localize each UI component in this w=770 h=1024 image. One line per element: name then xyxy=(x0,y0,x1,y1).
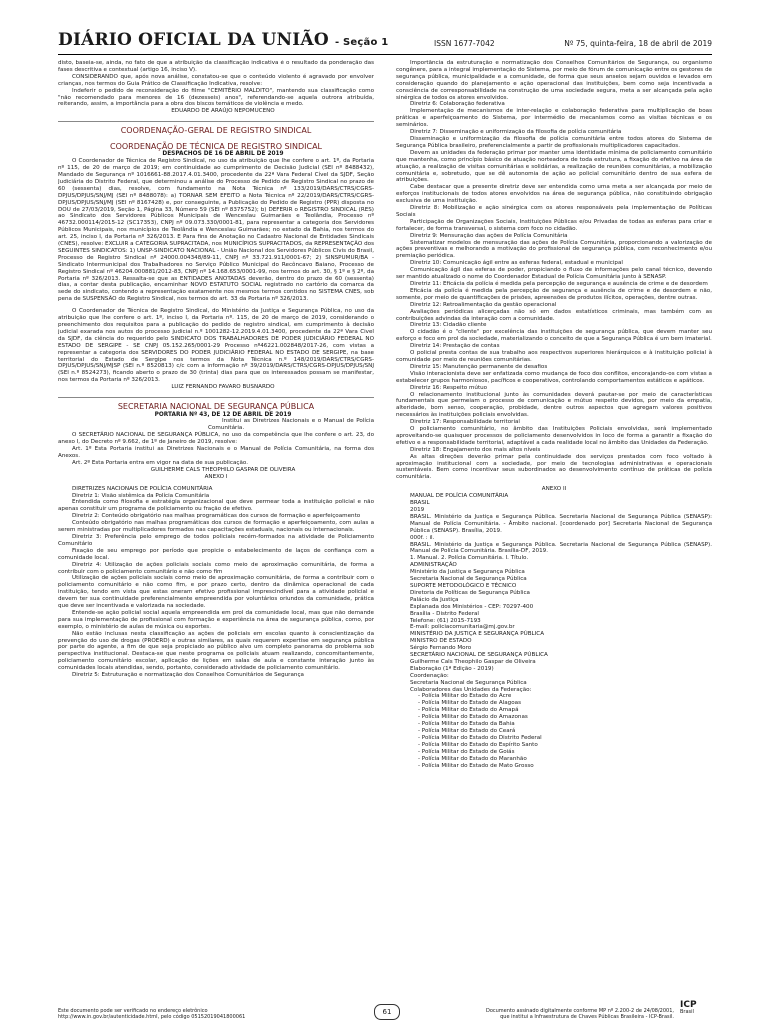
list-item: MINISTÉRIO DA JUSTIÇA E SEGURANÇA PÚBLICA xyxy=(410,631,545,638)
page-header xyxy=(58,28,712,55)
list-item: Sérgio Fernando Moro xyxy=(410,645,472,652)
signature-note xyxy=(414,1008,674,1020)
paragraph: O policiamento comunitário, no âmbito das Instituições Policiais envolvidas, será implementado aproveitando-se quaisquer processos de policiamento desenvolvidos in loco de forma a garantir a fixação do efetivo e a responsabilidade territorial, adaptável a cada realidade local no âmbito das Unidades da Federação. xyxy=(396,426,712,446)
right-column xyxy=(396,60,712,1004)
paragraph: Diretriz 5: Estruturação e normatização dos Conselhos Comunitários de Segurança xyxy=(72,672,304,679)
list-item: MANUAL DE POLÍCIA COMUNITÁRIA xyxy=(410,493,509,500)
paragraph: DIRETRIZES NACIONAIS DE POLÍCIA COMUNITÁRIA xyxy=(72,485,213,492)
annex-title: ANEXO I xyxy=(204,473,228,480)
left-column xyxy=(58,60,374,1004)
paragraph: Diretriz 16: Respeito mútuo xyxy=(410,384,488,391)
paragraph: As altas direções deverão primar pela continuidade dos serviços prestados com foco voltado à aproximação institucional com a sociedade, por meio de tecnologias administrativas e operacionais sustentáveis. Bem como incentivar seus subordinados ao desenvolvimento contínuo de práticas de polícia comunitária. xyxy=(396,453,712,481)
list-item: BRASIL. Ministério da Justiça e Segurança Pública. Secretaria Nacional de Segurança Pública (SENASP): Manual de Polícia Comunitária. - Âmbito nacional. [coordenado por] Secretaria Nacional de Segurança Pública (SENASP). Brasília, 2019. xyxy=(410,513,712,534)
list-item: - Polícia Militar do Estado do Maranhão xyxy=(418,755,527,762)
org-heading: COORDENAÇÃO DE TÉCNICA DE REGISTRO SINDICAL xyxy=(109,141,322,151)
paragraph: Fixação de seu emprego por período que propicie o estabelecimento de laços de confiança com a comunidade local. xyxy=(58,547,374,561)
signature: LUIZ FERNANDO FAVARO BUSNARDO xyxy=(171,384,275,391)
annex-title: ANEXO II xyxy=(541,486,567,493)
icp-logo-subtext: Brasil xyxy=(680,1009,694,1015)
list-item: Diretoria de Políticas de Segurança Pública xyxy=(410,589,530,596)
paragraph: Diretriz 14: Prestação de contas xyxy=(410,343,500,350)
paragraph: O Coordenador de Técnica de Registro Sindical, do Ministério da Justiça e Segurança Pública, no uso da atribuição que lhe confere o art. 1º, inciso I, da Portaria nº. 115, de 20 de março de 2019, considerando o preenchimento dos requisitos para a publicação do pedido de registro sindical, em cumprimento à decisão judicial exarada nos autos do processo judicial n.º 1001282-12.2019.4.01.3400, procedente da 22ª Vara Civel da SJDF, da ciência do requerido pelo SINDICATO DOS TRABALHADORES DE PODER JUDICIÁRIO FEDERAL NO ESTADO DE SERGIPE - SE CNPJ 05.152.265/0001-29 Processo nº46221.002848/2017-26, com vistas a representar a categoria dos SERVIDORES DO PODER JUDICIÁRIO FEDERAL NO ESTADO DE SERGIPE, na base territorial do Estado de Sergipe nos termos da Nota Técnica n.º 148/2019/DARS/CTRS/CGRS-DPJUS/DPJUS/SNJ/MJSP (SEI n.º 8520813) c/c com a informação nº 39/2019/DARS/CTRS/CGRS-DPJUS/DPJUS/SNJ (SEI n.º 8524273), ficando aberto o prazo de 30 (trinta) dias para que os interessados possam se manifestar, nos termos da Portaria nº 326/2013. xyxy=(58,308,374,384)
paragraph: Diretriz 10: Comunicação ágil entre as esferas federal, estadual e municipal xyxy=(410,260,623,267)
masthead xyxy=(58,30,388,50)
list-item: - Polícia Militar do Estado do Ceará xyxy=(418,728,516,734)
list-item: - Polícia Militar do Estado da Bahia xyxy=(418,721,515,728)
paragraph: Art. 2º Esta Portaria entra em vigor na data de sua publicação. xyxy=(72,459,248,466)
paragraph: Diretriz 3: Preferência pelo emprego de todos policiais recém-formados na atividade de Policiamento Comunitário xyxy=(58,533,374,547)
list-item: - Polícia Militar do Estado de Goiás xyxy=(418,748,515,755)
list-item: Esplanada dos Ministérios - CEP: 70297-400 xyxy=(410,603,534,610)
paragraph: Diretriz 17: Responsabilidade territorial xyxy=(410,419,520,426)
list-item: MINISTRO DE ESTADO xyxy=(410,638,472,645)
paragraph: Diretriz 7: Disseminação e uniformização da filosofia de polícia comunitária xyxy=(410,129,622,136)
issue-date: Nº 75, quinta-feira, 18 de abril de 2019 xyxy=(564,39,712,48)
page-number: 61 xyxy=(374,1004,400,1020)
list-item: - Polícia Militar do Estado do Distrito Federal xyxy=(418,734,542,741)
list-item: - Polícia Militar do Estado de Alagoas xyxy=(418,700,521,707)
paragraph: Participação de Organizações Sociais, Instituições Públicas e/ou Privadas de todas as esferas para criar e fortalecer, de forma transversal, o sistema com foco no cidadão. xyxy=(396,218,712,232)
list-item: Telefone: (61) 2015-7193 xyxy=(410,617,481,624)
paragraph: Diretriz 15: Manutenção permanente de desafios xyxy=(410,363,548,370)
signature: GUILHERME CALS THEOPHILO GASPAR DE OLIVEIRA xyxy=(150,466,296,473)
paragraph: Visão interacionista deve ser enfatizada como mudança de foco dos conflitos, encorajando-os com vistas a estabelecer grupos harmoniosos, pacíficos e cooperativos, controlando comportamentos estáticos e apáticos. xyxy=(396,370,712,384)
paragraph: CONSIDERANDO que, após nova análise, constatou-se que o conteúdo violento é agravado por envolver crianças, nos termos do Guia Prático de Classificação Indicativa, resolve: xyxy=(58,73,374,87)
paragraph: Utilização de ações policiais sociais como meio de aproximação comunitária, de forma a contribuir com o policiamento comunitário e não como fim, e por prazo certo, dentro da dinâmica operacional de cada instituição, tendo em vista que estas oneram efetivo profissional imprescindível para a atividade policial e devem ter sua continuidade preferencialmente empreendida por voluntários oriundos da comunidade, prática que deve ser incentivada e valorizada na sociedade. xyxy=(58,575,374,610)
paragraph: Não estão inclusas nesta classificação as ações de policiais em escolas quanto à conscientização da prevenção do uso de drogas (PROERD) e outras similares, as quais requerem expertise em segurança pública por parte do agente, a fim de que seja propiciado ao público alvo um completo panorama do problema sob perspectiva institucional. Destaca-se que neste programa os policiais atuam realizando, concomitantemente, policiamento comunitário escolar, aplicação de lições em salas de aula e constante interação junto às comunidades locais atendidas, sendo, portanto, considerado atividade de policiamento comunitário. xyxy=(58,630,374,672)
list-item: Coordenação: xyxy=(410,672,449,679)
ementa: Institui as Diretrizes Nacionais e o Manual de Polícia Comunitária. xyxy=(208,418,374,432)
paragraph: Sistematizar modelos de mensuração das ações de Polícia Comunitária, proporcionando a valorização de ações preventivas e melhorando a motivação do profissional de segurança pública, com reconhecimento e/ou premiação periódica. xyxy=(396,239,712,260)
list-item: BRASIL xyxy=(410,500,430,507)
paragraph: Importância da estruturação e normatização dos Conselhos Comunitários de Segurança, ou organismo congênere, para a integral implementação do Sistema, por meio de fórum de comunicação entre os gestores de segurança pública, municipalidade e a comunidade, de forma que seus anseios sejam ouvidos e levados em consideração quando do planejamento e ação operacional das instituições, bem como seja incentivada a consciência de corresponsabilidade na construção de uma sociedade segura, meta a ser alcançada pela ação sinérgica de todos os atores envolvidos. xyxy=(396,60,712,101)
paragraph: O cidadão é o "cliente" por excelência das instituições de segurança pública, que devem manter seu esforço e foco em prol da sociedade, materializando o conceito de que a Segurança Pública é um bem imaterial. xyxy=(396,329,712,343)
list-item: Secretaria Nacional de Segurança Pública xyxy=(410,576,527,583)
list-item: Colaboradores das Unidades da Federação: xyxy=(410,686,532,693)
paragraph: Entende-se ação policial social aquela empreendida em prol da comunidade local, mas que não demande para sua implementação de profissional com formação e experiência na área de segurança pública, como, por exemplo, o ministério de aulas de música ou esportes. xyxy=(58,609,374,630)
paragraph: Comunicação ágil das esferas de poder, propiciando o fluxo de informações pelo canal técnico, devendo ser mantido atualizado o nome do Coordenador Estadual de Polícia Comunitária junto à SENASP. xyxy=(396,267,712,281)
list-item: SUPORTE METODOLÓGICO E TÉCNICO xyxy=(410,582,517,589)
verification-link[interactable]: http://www.in.gov.br/autenticidade.html, pelo código 05152019041800061 xyxy=(58,1014,246,1020)
list-item: Ministério da Justiça e Segurança Pública xyxy=(410,569,525,576)
icp-logo-text: ICP xyxy=(680,1000,697,1010)
list-item: 1. Manual. 2. Polícia Comunitária. I. Título. xyxy=(410,555,529,562)
paragraph: Diretriz 1: Visão sistêmica da Polícia Comunitária xyxy=(72,492,210,499)
paragraph: Diretriz 2: Conteúdo obrigatório nas malhas programáticas dos cursos de formação e aperfeiçoamento xyxy=(72,513,361,520)
paragraph: Avaliações periódicas alicerçadas não só em dados estatísticos criminais, mas também com as contribuições advindas da interação com a comunidade. xyxy=(396,308,712,322)
list-item: Palácio da Justiça xyxy=(410,596,459,603)
paragraph: Conteúdo obrigatório nas malhas programáticas dos cursos de formação e aperfeiçoamento, com aulas a serem ministradas por multiplicadores formados nas capacitações estaduais, nacionais ou internacionais. xyxy=(58,520,374,534)
org-heading: COORDENAÇÃO-GERAL DE REGISTRO SINDICAL xyxy=(58,121,374,136)
signature-line: que institui a Infraestrutura de Chaves Públicas Brasileira - ICP-Brasil. xyxy=(500,1014,674,1020)
list-item: Brasília - Distrito Federal xyxy=(410,610,479,617)
list-item: ADMINISTRAÇÃO xyxy=(410,562,457,569)
signature: EDUARDO DE ARAÚJO NEPOMUCENO xyxy=(171,108,275,115)
paragraph: O SECRETÁRIO NACIONAL DE SEGURANÇA PÚBLICA, no uso da competência que lhe confere o art. 23, do anexo I, do Decreto nº 9.662, de 1º de Janeiro de 2019, resolve: xyxy=(58,432,374,446)
list-item: - Polícia Militar do Estado do Acre xyxy=(418,693,512,700)
paragraph: Diretriz 12: Retroalimentação da gestão operacional xyxy=(410,301,557,308)
list-item: 000f. : il. xyxy=(410,534,435,541)
issn: ISSN 1677-7042 xyxy=(434,39,495,48)
paragraph: Diretriz 6: Colaboração federativa xyxy=(410,101,505,108)
paragraph: Diretriz 9: Mensuração das ações de Polícia Comunitária xyxy=(410,232,568,239)
paragraph: Eficácia da polícia é medida pela percepção de segurança e ausência de crime e de desordem e não, somente, por meio de quantificações de prisões, apreensões de produtos ilícitos, operações, dentre outras. xyxy=(396,287,712,301)
icp-brasil-logo xyxy=(680,1002,712,1022)
signature-line: Documento assinado digitalmente conforme MP nº 2.200-2 de 24/08/2001, xyxy=(485,1008,674,1014)
paragraph: Implementação de mecanismos de inter-relação e colaboração federativa para multiplicação de boas práticas e aperfeiçoamento do Sistema, por intermédio de mecanismos como as visitas técnicas e os seminários. xyxy=(396,108,712,129)
paragraph: Cabe destacar que a presente diretriz deve ser entendida como uma meta a ser alcançada por meio de esforços institucionais de todos atores envolvidos na área de segurança pública, não constituindo obrigação exclusiva de uma instituição. xyxy=(396,184,712,205)
paragraph: Entendida como filosofia e estratégia organizacional que deve permear toda a instituição policial e não apenas constituir um programa de policiamento ou fração de efetivo. xyxy=(58,499,374,513)
list-item: Elaboração (1ª Edição - 2019) xyxy=(410,665,494,672)
paragraph: Diretriz 4: Utilização de ações policiais sociais como meio de aproximação comunitária, de forma a contribuir com o policiamento comunitário e não como fim xyxy=(58,561,374,575)
paragraph: Diretriz 11: Eficácia da polícia é medida pela percepção de segurança e ausência de crime e de desordem xyxy=(410,281,708,287)
paragraph: disto, baseia-se, ainda, no fato de que a atribuição da classificação indicativa é o resultado da ponderação das fases descritiva e contextual (artigo 16, inciso V). xyxy=(58,60,374,73)
paragraph: Indeferir o pedido de reconsideração do filme "CEMITÉRIO MALDITO", mantendo sua classificação como "não recomendado para menores de 16 (dezesseis) anos", referendando-se aquela outrora atribuída, reiterando, assim, a importância para a obra dos biscos temáticos de violência e medo. xyxy=(58,87,374,108)
paragraph: O policial presta contas de sua trabalho aos respectivos superiores hierárquicos e à instituição policial à comunidade por meio de reuniões comunitárias. xyxy=(396,350,712,363)
paragraph: Diretriz 18: Engajamento dos mais altos níveis xyxy=(410,446,541,453)
list-item: SECRETÁRIO NACIONAL DE SEGURANÇA PÚBLICA xyxy=(410,652,548,659)
org-heading: SECRETARIA NACIONAL DE SEGURANÇA PÚBLICA xyxy=(58,397,374,412)
paragraph: Art. 1º Esta Portaria institui as Diretrizes Nacionais e o Manual de Polícia Comunitária, na forma dos Anexos. xyxy=(58,446,374,459)
act-title: DESPACHOS DE 16 DE ABRIL DE 2019 xyxy=(162,151,284,158)
paragraph: O Coordenador de Técnica de Registro Sindical, no uso da atribuição que lhe confere o art. 1º, da Portaria nº 115, de 20 de março de 2019; em continuidade ao cumprimento de Decisão Judicial (SEI nº 8488432), Mandado de Segurança nº 1016661-88.2017.4.01.3400, procedente da 22ª Vara Federal Cível da SJDF, Seção Judiciária do Distrito Federal, que determinou a análise do Processo de Pedido de Registro Sindical no prazo de 60 (sessenta) dias, resolve, com fundamento na Nota Técnica nº 133/2019/DARS/CTRS/CGRS-DPJUS/DPJUS/SNJ/MJ (SEI nº 8488078): a) TORNAR SEM EFEITO a Nota Técnica nº 22/2019/DARS/CTRS/CGRS-DPJUS/DPJUS/SNJ/MJ (SEI nº 8167428) e, por conseguinte, a Publicação do Pedido de Registro (PPR) disposta no DOU de 27/03/2019, Seção 1, Página 33, Número 59 (SEI nº 8375752); b) DEFERIR o REGISTRO SINDICAL (RES) ao Sindicato dos Servidores Públicos Municipais de Wenceslau Guimarães e Teolândia, Processo nº 46732.000114/2015-12 (SC17353), CNPJ nº 09.073.330/0001-81, para representar a categoria dos Servidores Públicos Municipais, nos municípios de Teolândia e Wenceslau Guimarães; no estado da Bahia, nos termos do art. 25, inciso I, da Portaria nº 326/2013. E Para fins de Anotação no Cadastro Nacional de Entidades Sindicais (CNES), resolve: EXCLUIR a CATEGORIA SUPRACITADA, nos MUNICÍPIOS SUPRACITADOS, da REPRESENTAÇÃO dos SEGUINTES SINDICATOS: 1) UNSP-SINDICATO NACIONAL - União Nacional dos Servidores Públicos Civis do Brasil, Processo de Registro Sindical nº 24000.004348/89-11, CNPJ nº 33.721.911/0001-67; 2) SINSPUMUR/BA - Sindicato Intermunicipal dos Trabalhadores no Serviço Público Municipal do Recôncavo Baiano, Processo de Registro Sindical nº 46204.000881/2012-83, CNPJ nº 14.168.653/0001-99, nos termos do art. 30, § 1º e § 2º, da Portaria nº 326/2013. Ressalta-se que as ENTIDADES ANOTADAS deverão, dentro do prazo de 60 (sessenta) dias, a contar desta publicação, encaminhar NOVO ESTATUTO SOCIAL registrado no cartório da comarca da sede do sindicato, contendo a representação exatamente nos mesmos termos contidos no SISTEMA CNES, sob pena de SUSPENSÃO do Registro Sindical, nos termos do art. 33 da Portaria nº 326/2013. xyxy=(58,158,374,303)
paragraph: O relacionamento institucional junto às comunidades deverá pautar-se por meio de características fundamentais que permeiam o processo de comunicação e mútuo respeito devidos, por meio da empatia, alteridade, bom senso, cooperação, probidade, dentre outros aspectos que agregam valores positivos necessários às instituições policiais envolvidas. xyxy=(396,391,712,419)
list-item: E-mail: policiacomunitaria@mj.gov.br xyxy=(410,624,515,631)
list-item: Secretaria Nacional de Segurança Pública xyxy=(410,679,527,686)
paragraph: Devem as unidades da federação primar por manter uma identidade mínima de policiamento comunitário que mantenha, como princípio básico de atuação norteadora de toda estrutura, a fixação do efetivo na área de atuação, a realização de visitas comunitárias e solidárias, a realização de reuniões comunitárias, a mobilização comunitária e, sobretudo, que se dê autonomia de ação ao policial comunitário dentro de sua esfera de atribuições. xyxy=(396,149,712,184)
list-item: - Polícia Militar do Estado do Amazonas xyxy=(418,714,528,721)
list-item: - Polícia Militar do Estado do Amapá xyxy=(418,707,519,714)
list-item: - Polícia Militar do Estado de Mato Grosso xyxy=(418,762,534,769)
list-item: Guilherme Cals Theophilo Gaspar de Oliveira xyxy=(410,658,536,665)
list-item: BRASIL. Ministério da Justiça e Segurança Pública. Secretaria Nacional de Segurança Pública (SENASP). Manual de Polícia Comunitária. Brasília-DF, 2019. xyxy=(410,541,712,555)
list-item: - Polícia Militar do Estado do Espírito Santo xyxy=(418,741,538,748)
act-title: PORTARIA Nº 43, DE 12 DE ABRIL DE 2019 xyxy=(154,411,292,418)
journal-title: DIÁRIO OFICIAL DA UNIÃO xyxy=(58,30,329,50)
paragraph: Disseminação e uniformização da filosofia de polícia comunitária entre todos atores do Sistema de Segurança Pública brasileiro, preferencialmente a partir de profissionais multiplicadores capacitados. xyxy=(396,135,712,149)
list-item: 2019 xyxy=(410,507,425,513)
paragraph: Diretriz 8: Mobilização e ação sinérgica com os atores responsáveis pela implementação de Políticas Sociais xyxy=(396,205,712,218)
verification-note xyxy=(58,1008,348,1020)
paragraph: Diretriz 13: Cidadão cliente xyxy=(410,322,487,329)
page-footer xyxy=(58,1000,712,1024)
verification-line: Este documento pode ser verificado no endereço eletrônico xyxy=(58,1008,208,1014)
manual-credits xyxy=(396,493,712,769)
section-label: - Seção 1 xyxy=(334,37,389,48)
